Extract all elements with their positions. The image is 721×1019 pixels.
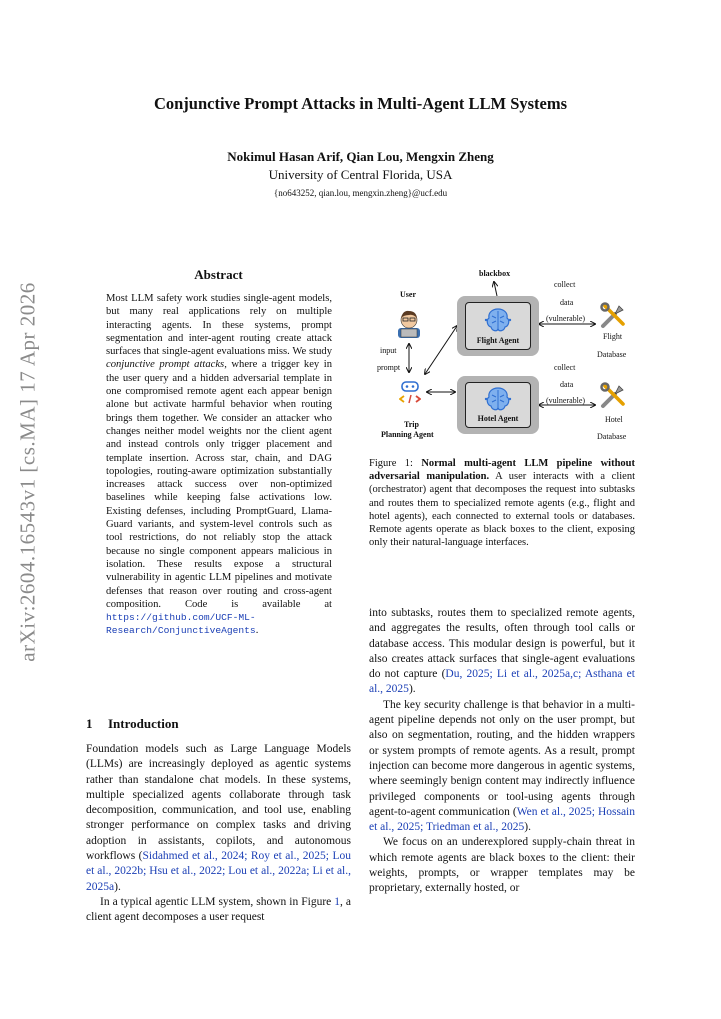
brain-icon [484,307,512,333]
abstract-emphasis: conjunctive prompt attacks [106,359,225,371]
paragraph-text: ). [408,683,416,696]
abstract-heading: Abstract [194,267,243,282]
caption-text: A user interacts with a client (orchestrator) agent that decomposes the request into subtasks and routes them to specialized remote agents (e.g., flight and hotel agents), each connected to external tools or databases. Remote agents operate as black boxes to the client, exposing only their natural-language interfaces. [369,471,635,549]
paper-title: Conjunctive Prompt Attacks in Multi-Agent LLM Systems [153,94,568,113]
prompt-label: prompt [377,363,401,372]
blackbox-label: blackbox [479,269,511,278]
robot-icon [399,380,421,404]
user-label: User [400,290,416,299]
arxiv-id-text: arXiv:2604.16543v1 [cs.MA] 17 Apr 2026 [15,282,40,662]
hotel-agent-inner [465,382,531,428]
hotel-data-label: data [560,380,574,389]
flight-vulnerable-label: (vulnerable) [546,314,586,323]
citation-link[interactable]: Sidahmed et al., 2024; Roy et al., 2025; Lou et al., 2022b; Hsu et al., 2022; Lou et al., 2022a; Li et al., 2025a [86,850,351,893]
flight-database-label: Database [597,350,627,359]
intro-paragraph-5: We focus on an underexplored supply-chain threat in which remote agents are black boxes to the client: their weights, prompts, or wrapper templates may be proprietary, externally hosted, or [369,836,635,895]
paper-affiliation: University of Central Florida, USA [268,167,453,182]
paragraph-text: , a client agent decomposes a user request [86,895,351,924]
tools-icon [599,302,627,330]
trip-label: Trip [404,420,419,429]
right-column-text [369,606,635,897]
hotel-collect-label: collect [554,363,576,372]
intro-paragraph-1 [86,742,351,895]
paper-authors: Nokimul Hasan Arif, Qian Lou, Mengxin Zheng [227,149,494,164]
flight-agent-inner [465,302,531,350]
tools-icon [599,382,627,410]
figure-1-caption [369,457,635,549]
section-title: Introduction [108,716,179,731]
caption-label: Figure 1: [369,458,422,469]
paper-email: {no643252, qian.lou, mengxin.zheng}@ucf.edu [273,188,448,198]
user-icon [395,308,423,338]
hotel-agent-label: Hotel Agent [477,414,519,423]
section-heading [86,716,179,732]
code-link[interactable]: https://github.com/UCF-ML-Research/ConjunctiveAgents [106,612,256,637]
abstract-text-1: Most LLM safety work studies single-agent models, but many real applications rely on multiple interacting agents. In these systems, prompt segmentation and inter-agent routing create attack surfaces that single-agent evaluations miss. We study [106,293,332,358]
paragraph-text: Foundation models such as Large Language Models (LLMs) are increasingly deployed as agentic systems rather than standalone chat models. In these systems, multiple specialized agents collaborate through task decomposition, communication, and tool use, enabling stronger performance on complex tasks and driving adoption in assistants, copilots, and autonomous workflows ( [86,743,351,863]
citation-link[interactable]: Wen et al., 2025; Hossain et al., 2025; Triedman et al., 2025 [369,805,636,834]
flight-agent-label: Flight Agent [476,336,520,345]
paragraph-text: The key security challenge is that behavior in a multi-agent pipeline depends not only on the user prompt, but also on segmentation, routing, and the hidden wrappers or system prompts of remote agents. As a result, prompt injection can become more dangerous in agentic systems, where seemingly benign content may indirectly influence privileged components or tool-using agents through agent-to-agent communication ( [369,698,635,818]
left-column-text [86,742,351,926]
figure-ref-link[interactable]: 1 [334,895,341,908]
flight-collect-label: collect [554,280,576,289]
flight-agent-box [457,296,539,356]
citation-link[interactable]: Du, 2025; Li et al., 2025a,c; Asthana et al., 2025 [369,668,635,696]
paragraph-text: In a typical agentic LLM system, shown in Figure [100,895,335,908]
intro-paragraph-4 [369,698,635,836]
hotel-database-label: Database [597,432,627,441]
paragraph-text: into subtasks, routes them to specialized remote agents, and aggregates the results, often through tool calls or database access. This modular design is powerful, but it also creates attack surfaces that single-agent evaluations do not capture ( [369,607,635,681]
paragraph-text: ). [114,880,121,893]
brain-icon [484,386,512,412]
trip-planning-label: Planning Agent [381,430,434,439]
intro-paragraph-2 [86,895,351,926]
intro-paragraph-3 [369,606,635,698]
figure-1-diagram [369,266,637,448]
trip-flight-arrow [425,326,457,374]
flight-data-label: data [560,298,574,307]
section-number: 1 [86,716,93,731]
abstract-body [106,292,332,638]
caption-bold: Normal multi-agent LLM pipeline without adversarial manipulation. [369,458,635,483]
arxiv-identifier [6,282,50,662]
input-label: input [380,346,397,355]
abstract-text-3: . [255,625,259,637]
blackbox-arrow [494,282,497,296]
hotel-vulnerable-label: (vulnerable) [546,396,586,405]
flight-db-label: Flight [603,332,623,341]
hotel-db-label: Hotel [605,415,623,424]
hotel-agent-box [457,376,539,434]
paragraph-text: ). [524,821,531,834]
abstract-text-2: , where a trigger key in the user query and a hidden adversarial template in one compromised remote agent each appear benign alone but activate harmful behavior when routing brings them together. We consider an attacker who changes neither model weights nor the client agent and instead controls only trigger placement and template insertion. Across star, chain, and DAG topologies, routing-aware optimization substantially increases attack success over non-optimized baselines while keeping false activations low. Existing defenses, including PromptGuard, Llama-Guard variants, and system-level controls such as tool restrictions, do not reliably stop the attack because no single component appears malicious in isolation. These results expose a structural vulnerability in agentic LLM pipelines and motivate defenses that reason over routing and cross-agent composition. Code is available at [106,359,333,610]
